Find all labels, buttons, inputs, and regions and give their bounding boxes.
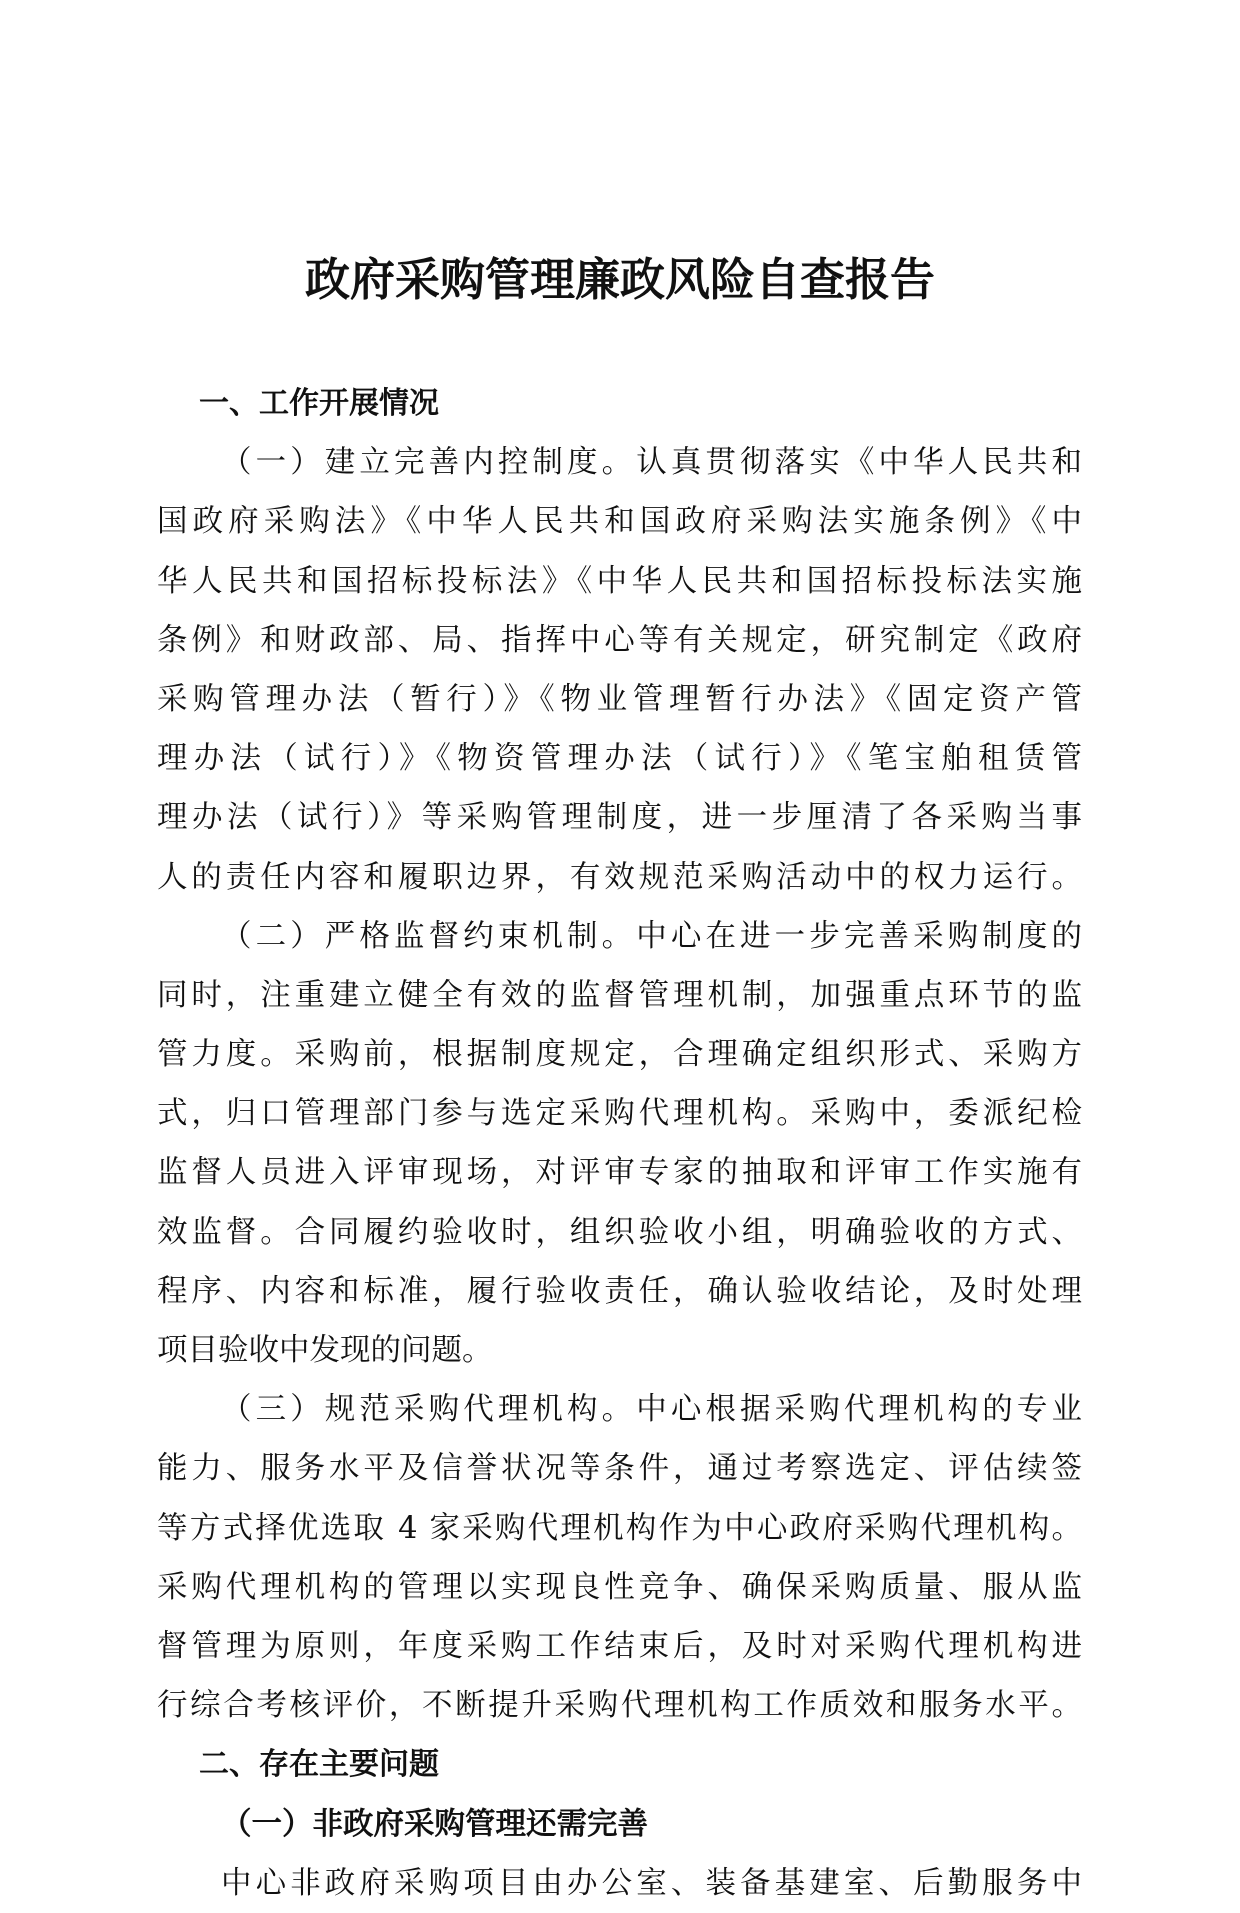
paragraph-line: 能力、服务水平及信誉状况等条件，通过考察选定、评估续签 [157, 1451, 1082, 1487]
paragraph [157, 1854, 1082, 1913]
paragraph [157, 433, 1082, 907]
paragraph-line: 理办法（试行）》《物资管理办法（试行）》《笔宝舶租赁管 [157, 741, 1082, 777]
paragraph-line: （二）严格监督约束机制。中心在进一步完善采购制度的 [221, 918, 1082, 954]
paragraph [157, 1380, 1082, 1735]
paragraph-line: （三）规范采购代理机构。中心根据采购代理机构的专业 [221, 1392, 1082, 1428]
subsection-heading: （一）非政府采购管理还需完善 [221, 1805, 648, 1842]
paragraph-line: 中心非政府采购项目由办公室、装备基建室、后勤服务中 [221, 1865, 1082, 1901]
paragraph-line: 行综合考核评价，不断提升采购代理机构工作质效和服务水平。 [157, 1688, 1082, 1724]
paragraph-line: 华人民共和国招标投标法》《中华人民共和国招标投标法实施 [157, 563, 1082, 599]
paragraph-line: 督管理为原则，年度采购工作结束后，及时对采购代理机构进 [157, 1628, 1082, 1664]
paragraph-line: 监督人员进入评审现场，对评审专家的抽取和评审工作实施有 [157, 1155, 1082, 1191]
paragraph-line: 程序、内容和标准，履行验收责任，确认验收结论，及时处理 [157, 1273, 1082, 1309]
paragraph-line: 理办法（试行）》等采购管理制度，进一步厘清了各采购当事 [157, 800, 1082, 836]
paragraph-line: 等方式择优选取 4 家采购代理机构作为中心政府采购代理机构。 [157, 1510, 1082, 1546]
paragraph-line: 效监督。合同履约验收时，组织验收小组，明确验收的方式、 [157, 1214, 1082, 1250]
section-heading: 一、工作开展情况 [199, 386, 439, 421]
paragraph-line: 项目验收中发现的问题。 [157, 1333, 493, 1368]
document-body [157, 374, 1082, 1913]
section-heading: 二、存在主要问题 [199, 1747, 439, 1783]
paragraph-line: 同时，注重建立健全有效的监督管理机制，加强重点环节的监 [157, 977, 1082, 1013]
paragraph-line: 式，归口管理部门参与选定采购代理机构。采购中，委派纪检 [157, 1096, 1082, 1132]
paragraph-line: 条例》和财政部、局、指挥中心等有关规定，研究制定《政府 [157, 622, 1082, 658]
paragraph-line: 采购管理办法（暂行）》《物业管理暂行办法》《固定资产管 [157, 681, 1082, 717]
paragraph-line: 管力度。采购前，根据制度规定，合理确定组织形式、采购方 [157, 1037, 1082, 1073]
paragraph [157, 907, 1082, 1381]
paragraph-line: 国政府采购法》《中华人民共和国政府采购法实施条例》《中 [157, 504, 1082, 540]
paragraph-line: （一）建立完善内控制度。认真贯彻落实《中华人民共和 [221, 445, 1082, 481]
paragraph-line: 采购代理机构的管理以实现良性竞争、确保采购质量、服从监 [157, 1569, 1082, 1605]
paragraph-line: 人的责任内容和履职边界，有效规范采购活动中的权力运行。 [157, 859, 1082, 895]
document-title: 政府采购管理廉政风险自查报告 [304, 253, 935, 306]
